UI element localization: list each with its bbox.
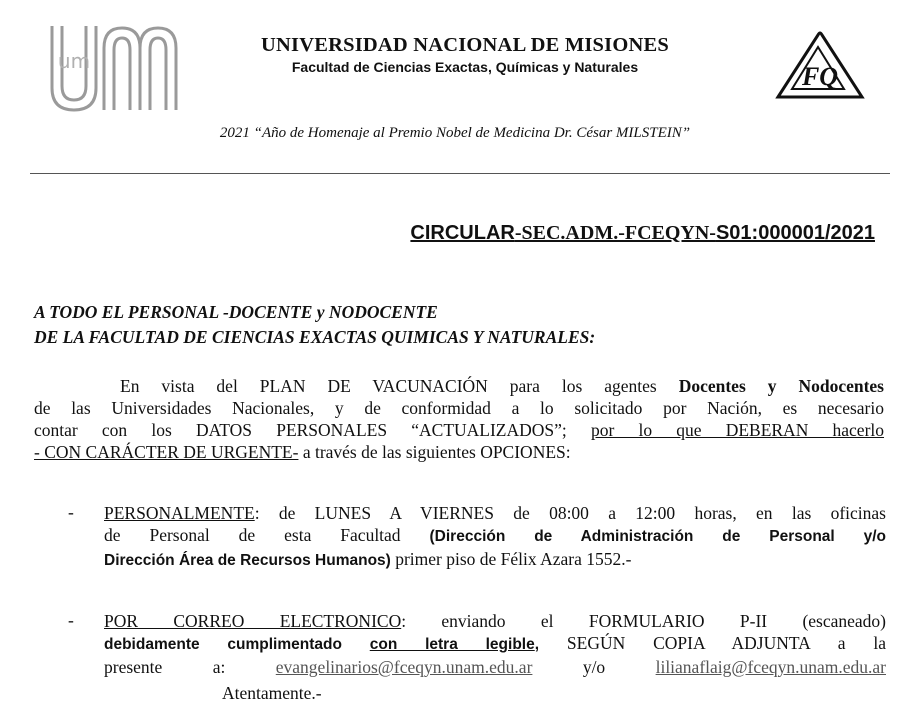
option-1-line-2: de Personal de esta Facultad (Dirección de Administración de Personal y/o (104, 525, 886, 545)
option-2-line-1: POR CORREO ELECTRONICO: enviando el FORMULARIO P-II (escaneado) (104, 611, 886, 631)
year-motto: 2021 “Año de Homenaje al Premio Nobel de Medicina Dr. César MILSTEIN” (219, 125, 691, 141)
svg-text:um: um (57, 49, 91, 73)
addressee-line-2: DE LA FACULTAD DE CIENCIAS EXACTAS QUIMICAS Y NATURALES: (34, 327, 596, 347)
circular-number: CIRCULAR-SEC.ADM.-FCEQYN-S01:000001/2021 (410, 222, 875, 244)
option-2-line-2: debidamente cumplimentado con letra legible, SEGÚN COPIA ADJUNTA a la (104, 633, 886, 653)
intro-line-2: de las Universidades Nacionales, y de conformidad a lo solicitado por Nación, es necesario (34, 398, 884, 418)
faculty-name: Facultad de Ciencias Exactas, Químicas y Naturales (291, 59, 639, 75)
option-1-line-3: Dirección Área de Recursos Humanos) primer piso de Félix Azara 1552.- (104, 549, 632, 569)
university-name: UNIVERSIDAD NACIONAL DE MISIONES (261, 34, 669, 56)
header-divider (30, 173, 890, 174)
email-link-2[interactable]: lilianaflaig@fceqyn.unam.edu.ar (655, 657, 886, 677)
option-1-block (104, 502, 886, 572)
addressee-line-1: A TODO EL PERSONAL -DOCENTE y NODOCENTE (34, 302, 438, 322)
option-1-bullet: - (68, 502, 74, 522)
svg-text:FQ: FQ (801, 62, 839, 91)
closing-text: Atentamente.- (222, 683, 322, 703)
email-link-1[interactable]: evangelinarios@fceqyn.unam.edu.ar (275, 657, 533, 677)
option-1-line-1: PERSONALMENTE: de LUNES A VIERNES de 08:00 a 12:00 horas, en las oficinas (104, 503, 886, 523)
faculty-logo (770, 25, 870, 107)
intro-line-1: En vista del PLAN DE VACUNACIÓN para los agentes Docentes y Nodocentes (120, 376, 884, 396)
option-2-block (104, 610, 886, 678)
intro-line-3: contar con los DATOS PERSONALES “ACTUALIZADOS”; por lo que DEBERAN hacerlo (34, 420, 885, 440)
option-2-bullet: - (68, 610, 74, 630)
unam-logo (44, 18, 184, 118)
intro-paragraph (34, 375, 884, 463)
option-2-line-3: presente a: evangelinarios@fceqyn.unam.edu.ar y/o lilianaflaig@fceqyn.unam.edu.ar (104, 657, 886, 677)
intro-line-4: - CON CARÁCTER DE URGENTE- a través de las siguientes OPCIONES: (34, 442, 571, 462)
